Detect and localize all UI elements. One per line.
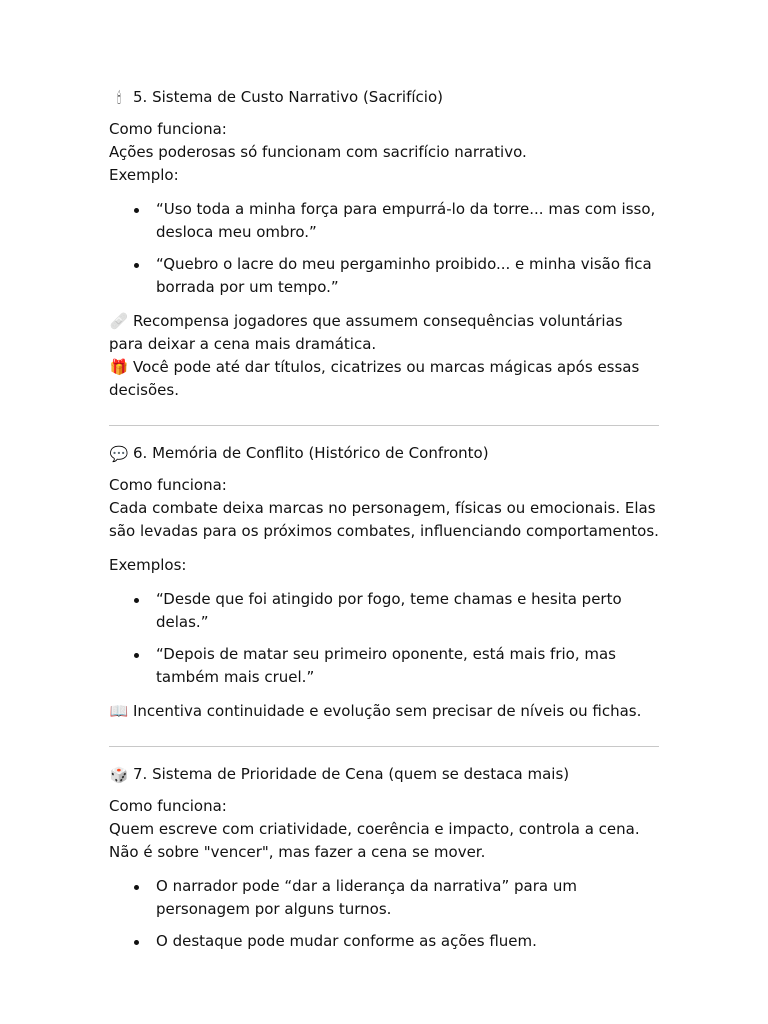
note-line xyxy=(109,356,659,402)
example-list xyxy=(109,198,659,299)
how-label: Como funciona: xyxy=(109,797,227,815)
example-list xyxy=(109,588,659,689)
how-text: Cada combate deixa marcas no personagem, físicas ou emocionais. Elas são levadas para os próximos combates, influenciando comportamentos. xyxy=(109,499,659,540)
candle-icon: 🕯 xyxy=(116,88,122,107)
how-label: Como funciona: xyxy=(109,120,227,138)
how-label: Como funciona: xyxy=(109,476,227,494)
section-heading xyxy=(109,442,659,465)
list-item: “Depois de matar seu primeiro oponente, está mais frio, mas também mais cruel.” xyxy=(109,643,659,689)
bandage-icon: 🩹 xyxy=(109,312,129,330)
note-text: Você pode até dar títulos, cicatrizes ou marcas mágicas após essas decisões. xyxy=(109,358,640,399)
section-title: 5. Sistema de Custo Narrativo (Sacrifício) xyxy=(133,88,443,106)
list-item: “Quebro o lacre do meu pergaminho proibido... e minha visão fica borrada por um tempo.” xyxy=(109,253,659,299)
how-text: Quem escreve com criatividade, coerência e impacto, controla a cena. Não é sobre "vencer", mas fazer a cena se mover. xyxy=(109,820,640,861)
book-icon: 📖 xyxy=(109,702,129,720)
note-text: Recompensa jogadores que assumem consequências voluntárias para deixar a cena mais dramática. xyxy=(109,312,623,353)
section-custo-narrativo xyxy=(109,86,659,402)
section-memoria-conflito xyxy=(109,442,659,723)
list-item: “Desde que foi atingido por fogo, teme chamas e hesita perto delas.” xyxy=(109,588,659,634)
section-heading xyxy=(109,86,659,109)
note-text: Incentiva continuidade e evolução sem precisar de níveis ou fichas. xyxy=(133,702,642,720)
list-item: O narrador pode “dar a liderança da narrativa” para um personagem por alguns turnos. xyxy=(109,875,659,921)
speech-bubble-icon: 💬 xyxy=(109,444,129,463)
list-item: O destaque pode mudar conforme as ações fluem. xyxy=(109,930,659,953)
rule-list xyxy=(109,875,659,953)
document-page xyxy=(109,86,659,962)
gift-icon: 🎁 xyxy=(109,358,129,376)
list-item: “Uso toda a minha força para empurrá-lo da torre... mas com isso, desloca meu ombro.” xyxy=(109,198,659,244)
note-line xyxy=(109,700,659,723)
dice-icon: 🎲 xyxy=(109,765,129,784)
section-title: 6. Memória de Conflito (Histórico de Confronto) xyxy=(133,444,489,462)
how-text: Ações poderosas só funcionam com sacrifício narrativo. xyxy=(109,143,527,161)
section-title: 7. Sistema de Prioridade de Cena (quem se destaca mais) xyxy=(133,765,570,783)
section-prioridade-cena xyxy=(109,763,659,953)
note-line xyxy=(109,310,659,356)
section-heading xyxy=(109,763,659,786)
examples-label: Exemplo: xyxy=(109,166,179,184)
examples-label: Exemplos: xyxy=(109,556,187,574)
